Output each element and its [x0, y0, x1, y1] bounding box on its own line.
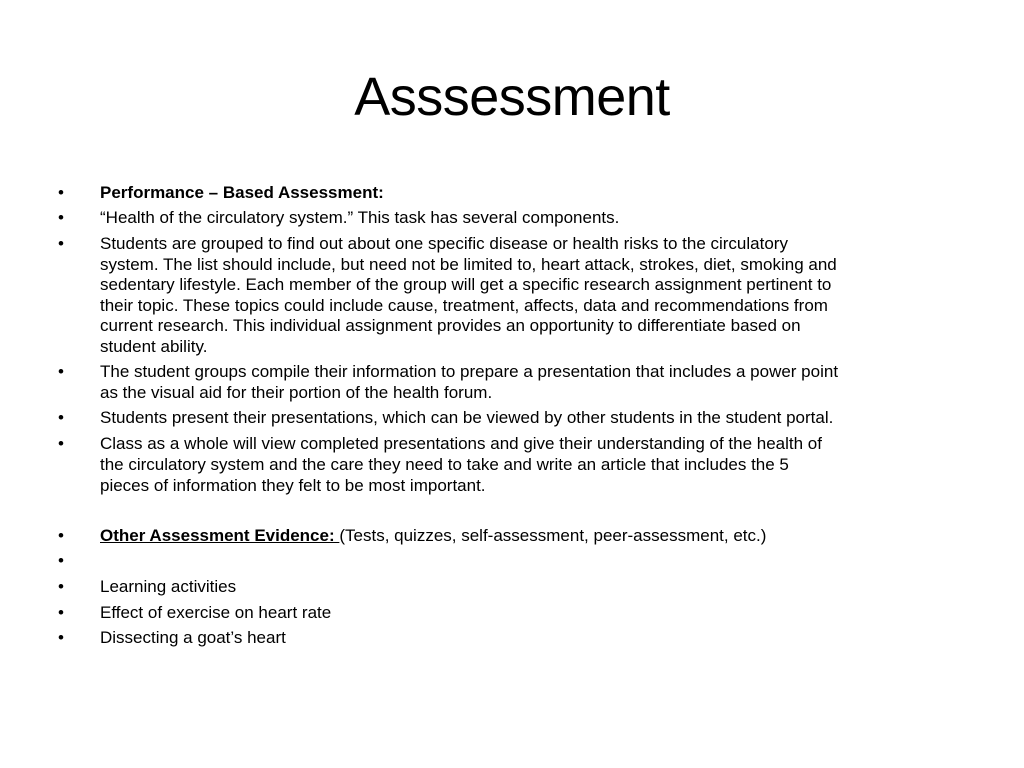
other-evidence-text: (Tests, quizzes, self-assessment, peer-assessment, etc.): [339, 526, 767, 545]
bullet-text: Class as a whole will view completed presentations and give their understanding of the health of: [100, 434, 822, 453]
bullet-marker: •: [58, 551, 64, 570]
slide-title: Asssessment: [354, 67, 670, 127]
bullet-heading-performance: Performance – Based Assessment:: [100, 183, 384, 202]
bullet-text: Learning activities: [100, 577, 237, 596]
bullet-text: current research. This individual assignment provides an opportunity to differentiate based on: [100, 316, 801, 335]
bullet-text: system. The list should include, but need not be limited to, heart attack, strokes, diet, smoking and: [100, 255, 837, 274]
bullet-text: their topic. These topics could include cause, treatment, affects, data and recommendations from: [100, 296, 828, 315]
bullet-marker: •: [58, 526, 64, 545]
bullet-text: Students present their presentations, which can be viewed by other students in the student portal.: [100, 408, 834, 427]
bullet-marker: •: [58, 434, 64, 453]
bullet-marker: •: [58, 628, 64, 647]
bullet-marker: •: [58, 234, 64, 253]
bullet-text: “Health of the circulatory system.” This task has several components.: [100, 208, 620, 227]
bullet-text: The student groups compile their information to prepare a presentation that includes a power point: [100, 362, 839, 381]
bullet-marker: •: [58, 577, 64, 596]
bullet-text: Effect of exercise on heart rate: [100, 603, 332, 622]
bullet-text: sedentary lifestyle. Each member of the group will get a specific research assignment pertinent to: [100, 275, 832, 294]
bullet-marker: •: [58, 208, 64, 227]
bullet-text: pieces of information they felt to be most important.: [100, 476, 486, 495]
bullet-marker: •: [58, 362, 64, 381]
bullet-text: as the visual aid for their portion of the health forum.: [100, 383, 493, 402]
bullet-text: Dissecting a goat’s heart: [100, 628, 286, 647]
bullet-marker: •: [58, 183, 64, 202]
bullet-marker: •: [58, 603, 64, 622]
bullet-text: student ability.: [100, 337, 208, 356]
bullet-other-evidence: [100, 526, 766, 546]
bullet-text: the circulatory system and the care they need to take and write an article that includes the 5: [100, 455, 789, 474]
other-evidence-heading: Other Assessment Evidence:: [100, 526, 340, 545]
bullet-marker: •: [58, 408, 64, 427]
bullet-text: Students are grouped to find out about one specific disease or health risks to the circulatory: [100, 234, 788, 253]
